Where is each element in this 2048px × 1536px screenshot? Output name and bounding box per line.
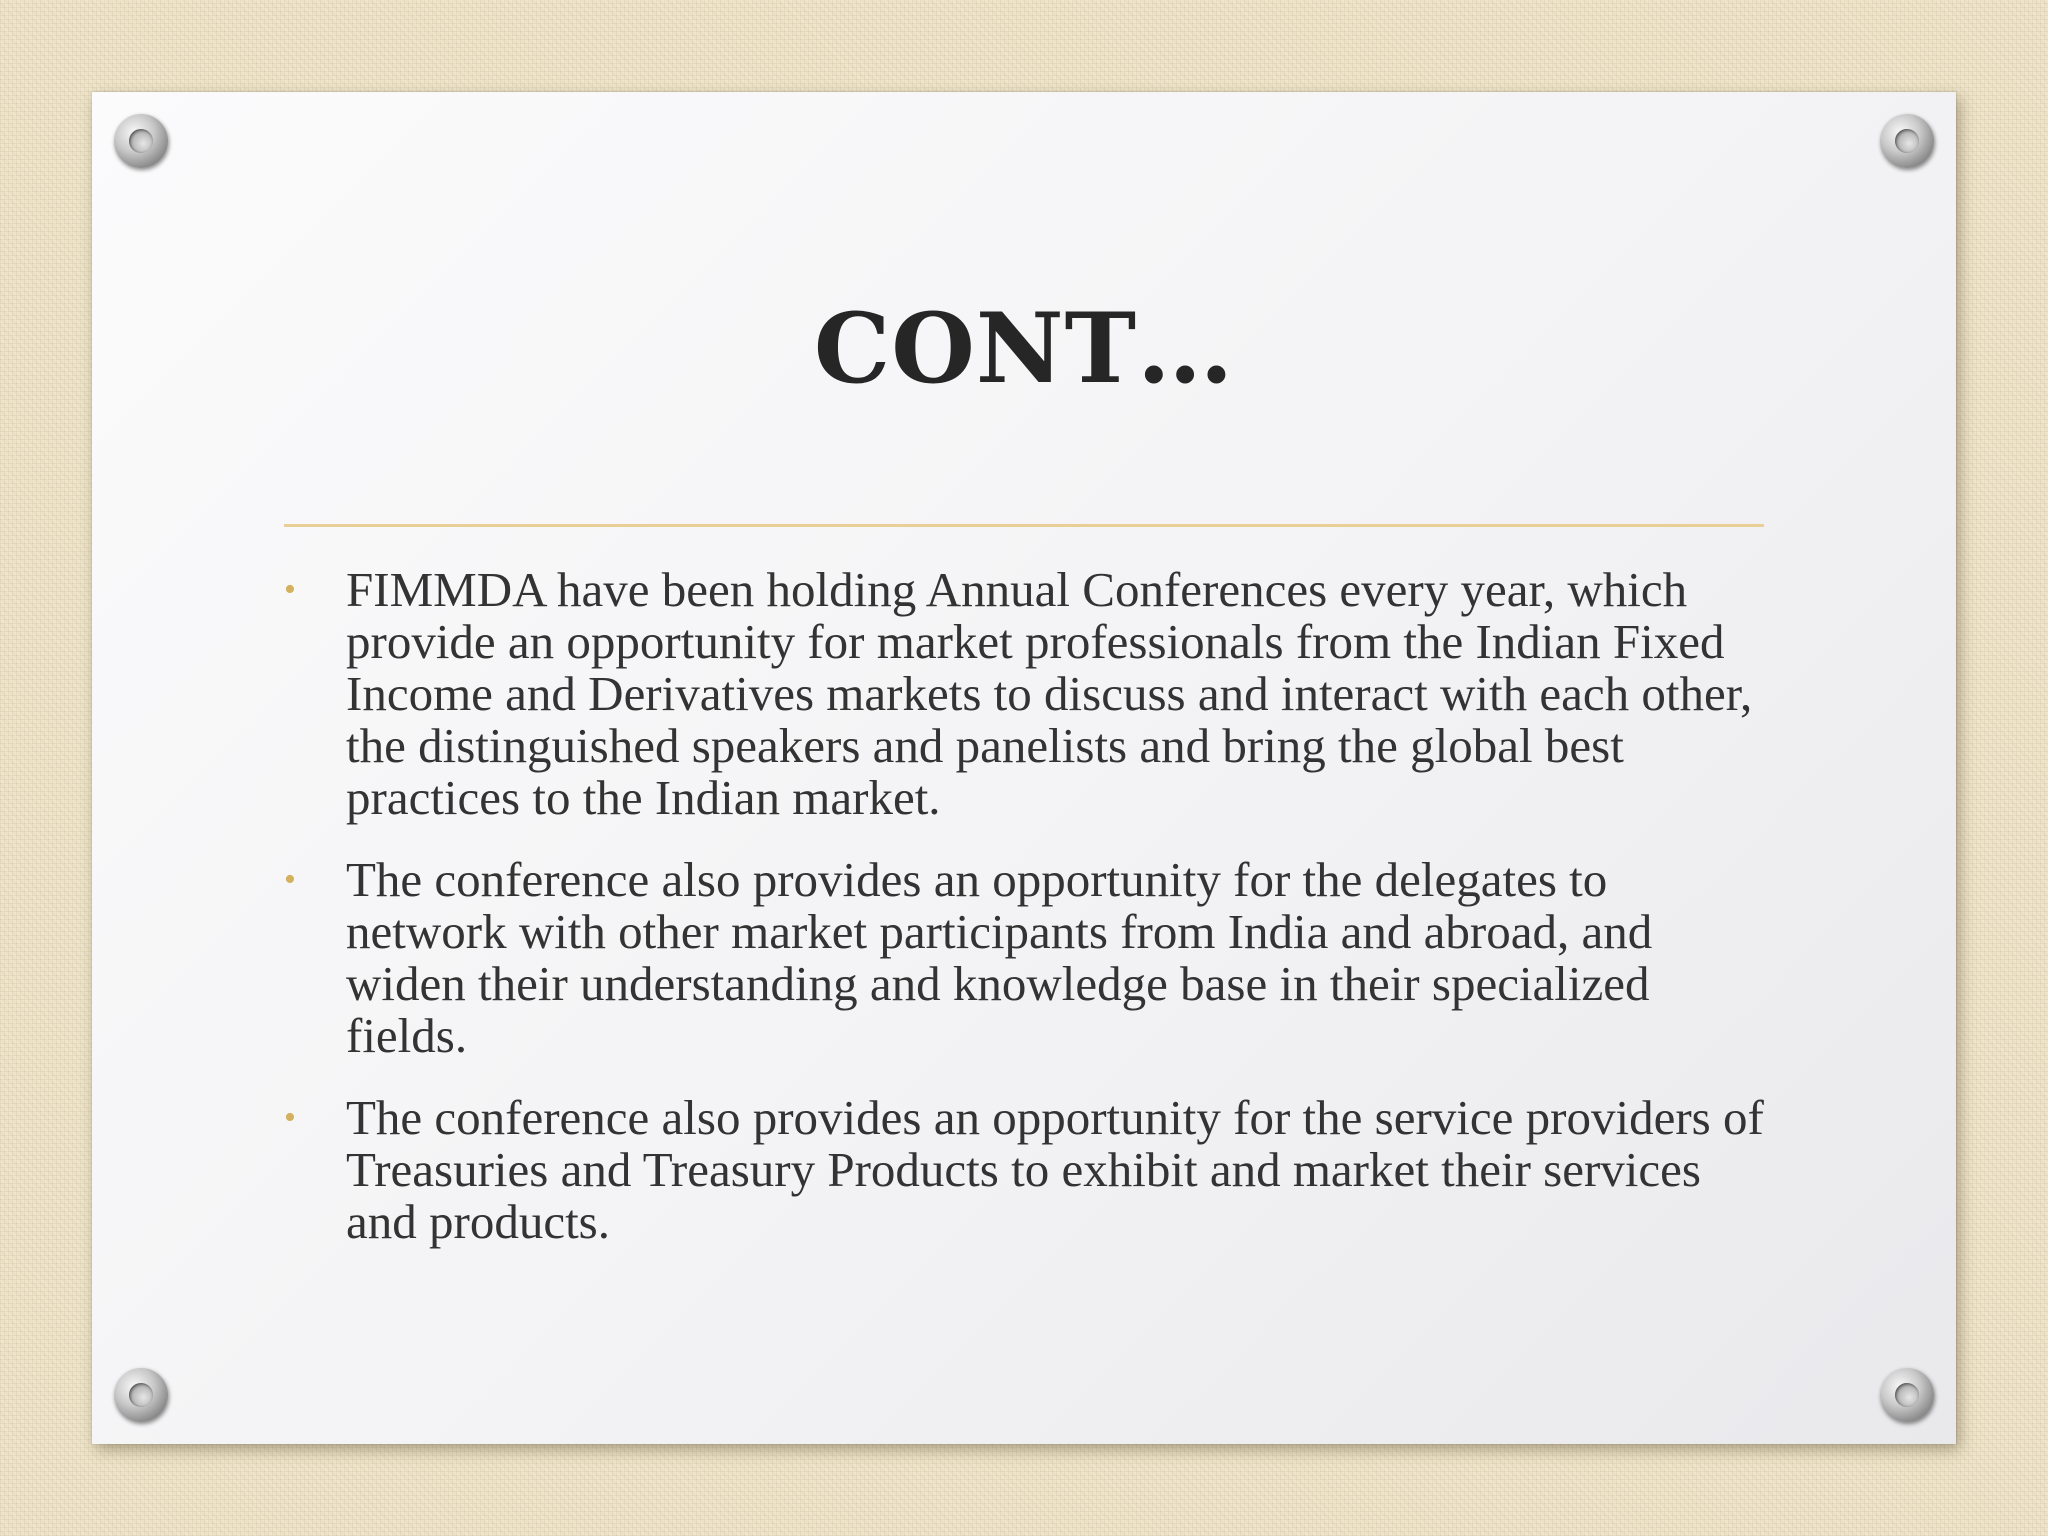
bullet-text: The conference also provides an opportunity for the service providers of Treasuries and Treasury Products to exhibit and market their services and products.	[346, 1090, 1764, 1249]
bullet-icon: •	[284, 861, 296, 898]
slide-card	[92, 92, 1956, 1444]
bullet-icon: •	[284, 571, 296, 608]
grommet-icon	[114, 1368, 168, 1422]
bullet-item	[284, 854, 1764, 1062]
title-divider	[284, 524, 1764, 527]
bullet-icon: •	[284, 1099, 296, 1136]
grommet-icon	[1880, 1368, 1934, 1422]
slide-title: CONT…	[813, 292, 1235, 405]
bullet-text: FIMMDA have been holding Annual Conferences every year, which provide an opportunity for market professionals from the Indian Fixed Income and Derivatives markets to discuss and interact with each other, the distinguished speakers and panelists and bring the global best practices to the Indian market.	[346, 562, 1753, 825]
bullet-item	[284, 564, 1764, 824]
bullet-text: The conference also provides an opportunity for the delegates to network with other market participants from India and abroad, and widen their understanding and knowledge base in their specialized fields.	[346, 852, 1653, 1063]
grommet-icon	[114, 114, 168, 168]
bullet-list	[284, 564, 1764, 1278]
grommet-icon	[1880, 114, 1934, 168]
bullet-item	[284, 1092, 1764, 1248]
